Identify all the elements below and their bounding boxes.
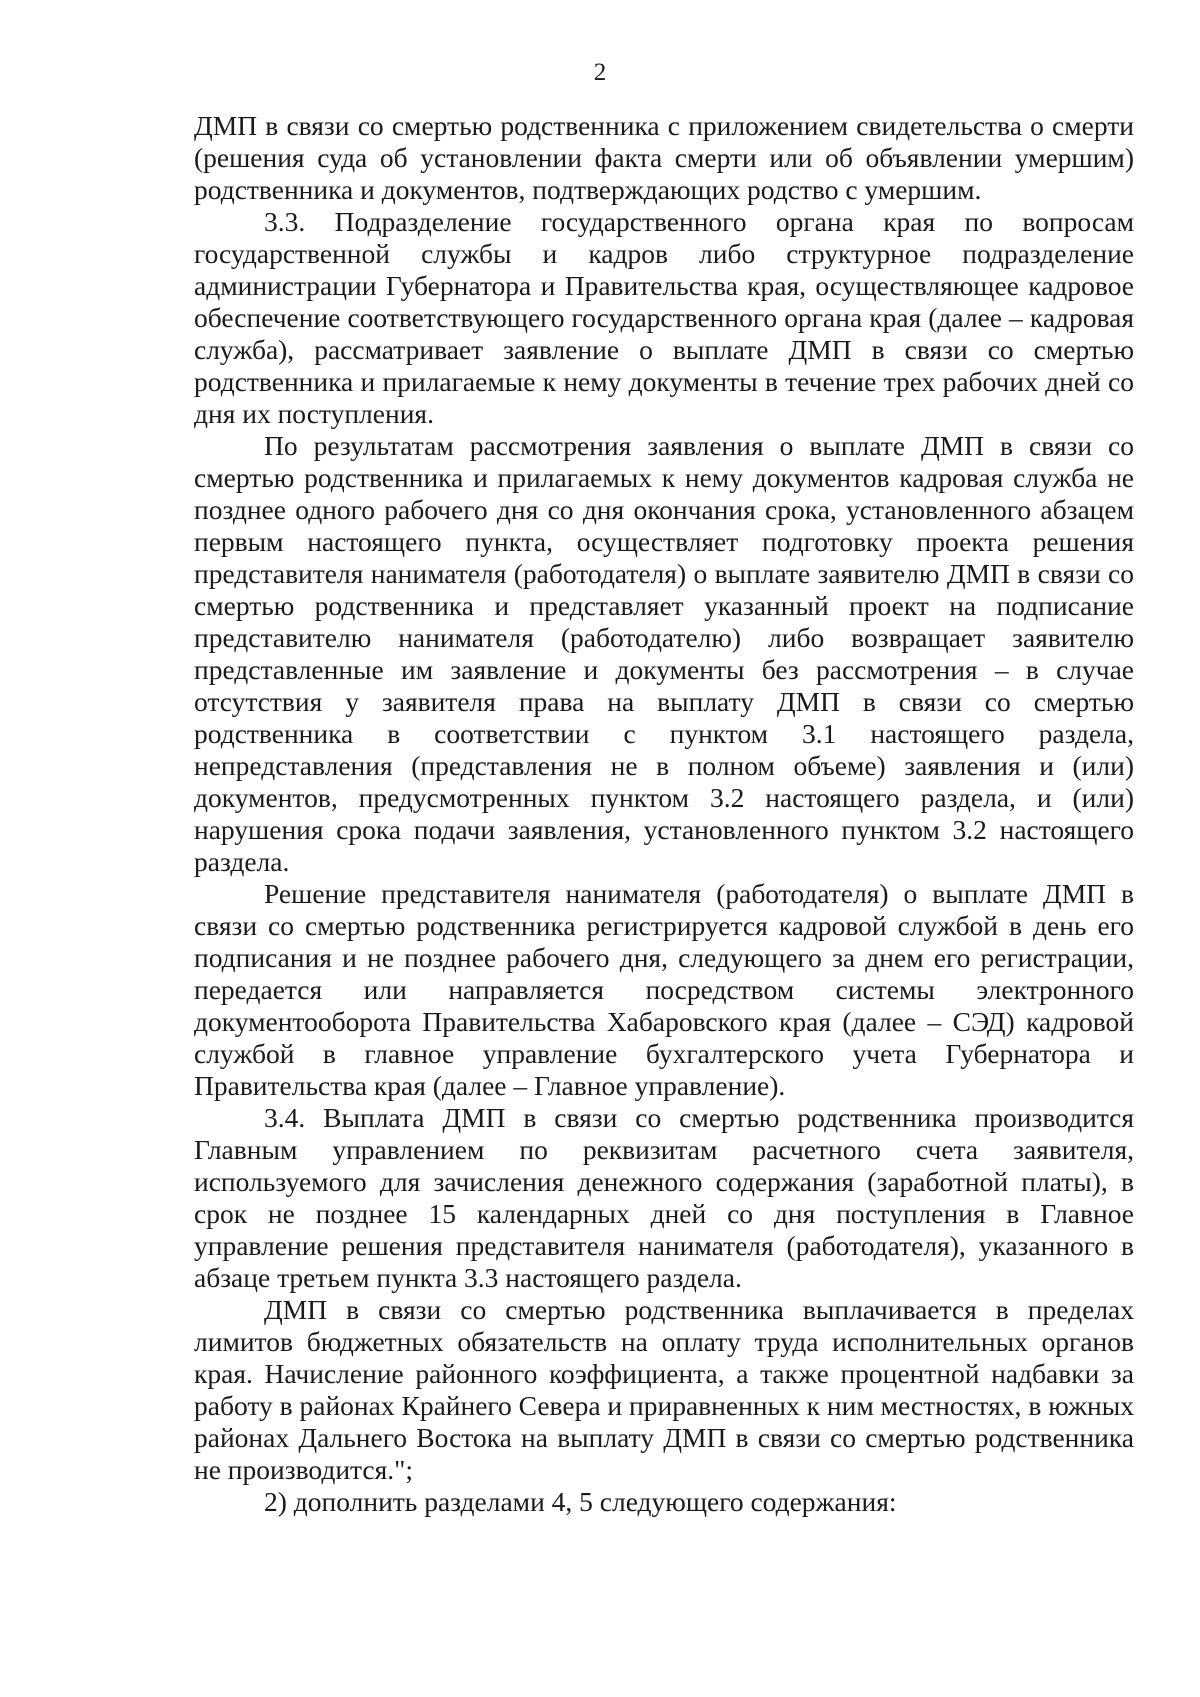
paragraph-3-4: 3.4. Выплата ДМП в связи со смертью родственника производится Главным управлением по реквизитам расчетного счета заявителя, используемого для зачисления денежного содержания (заработной платы), в срок не позднее 15 календарных дней со дня поступления в Главное управление решения представителя нанимателя (работодателя), указанного в абзаце третьем пункта 3.3 настоящего раздела.: [194, 1102, 1134, 1293]
document-body: [194, 110, 1134, 1518]
page-number: 2: [593, 59, 607, 86]
paragraph-review-results: По результатам рассмотрения заявления о выплате ДМП в связи со смертью родственника и прилагаемых к нему документов кадровая служба не позднее одного рабочего дня со дня окончания срока, установленного абзацем первым настоящего пункта, осуществляет подготовку проекта решения представителя нанимателя (работодателя) о выплате заявителю ДМП в связи со смертью родственника и представляет указанный проект на подписание представителю нанимателя (работодателю) либо возвращает заявителю представленные им заявление и документы без рассмотрения – в случае отсутствия у заявителя права на выплату ДМП в связи со смертью родственника в соответствии с пунктом 3.1 настоящего раздела, непредставления (представления не в полном объеме) заявления и (или) документов, предусмотренных пунктом 3.2 настоящего раздела, и (или) нарушения срока подачи заявления, установленного пунктом 3.2 настоящего раздела.: [194, 430, 1134, 877]
paragraph-amendment-2: 2) дополнить разделами 4, 5 следующего содержания:: [264, 1486, 897, 1517]
paragraph-3-3: 3.3. Подразделение государственного органа края по вопросам государственной службы и кадров либо структурное подразделение администрации Губернатора и Правительства края, осуществляющее кадровое обеспечение соответствующего государственного органа края (далее – кадровая служба), рассматривает заявление о выплате ДМП в связи со смертью родственника и прилагаемые к нему документы в течение трех рабочих дней со дня их поступления.: [194, 206, 1134, 429]
paragraph-continuation: ДМП в связи со смертью родственника с приложением свидетельства о смерти (решения суда об установлении факта смерти или об объявлении умершим) родственника и документов, подтверждающих родство с умершим.: [194, 110, 1134, 205]
paragraph-payment-limits: ДМП в связи со смертью родственника выплачивается в пределах лимитов бюджетных обязательств на оплату труда исполнительных органов края. Начисление районного коэффициента, а также процентной надбавки за работу в районах Крайнего Севера и приравненных к ним местностях, в южных районах Дальнего Востока на выплату ДМП в связи со смертью родственника не производится.";: [194, 1294, 1134, 1485]
paragraph-decision-registration: Решение представителя нанимателя (работодателя) о выплате ДМП в связи со смертью родственника регистрируется кадровой службой в день его подписания и не позднее рабочего дня, следующего за днем его регистрации, передается или направляется посредством системы электронного документооборота Правительства Хабаровского края (далее – СЭД) кадровой службой в главное управление бухгалтерского учета Губернатора и Правительства края (далее – Главное управление).: [194, 878, 1134, 1101]
